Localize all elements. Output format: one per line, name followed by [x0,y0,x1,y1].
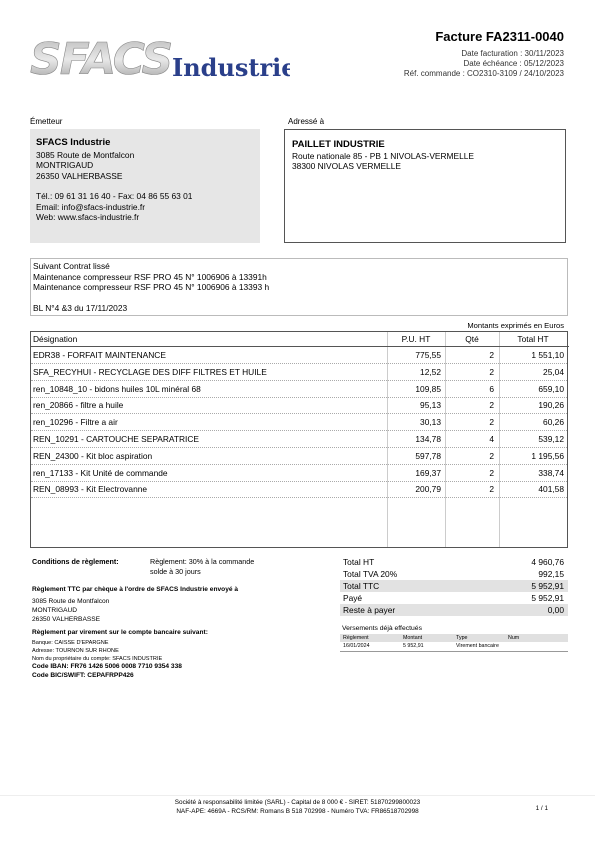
row-total: 190,26 [538,400,564,411]
virement-title: Règlement par virement sur le compte bancaire suivant: [32,629,208,636]
table-row [31,347,567,364]
row-total: 401,58 [538,484,564,495]
row-ref: ren_20866 [33,400,74,411]
table-row [31,431,567,448]
row-qte: 4 [489,434,494,444]
total-value: 4 960,76 [531,557,564,567]
row-total: 60,26 [543,417,564,428]
row-qte: 6 [489,383,494,394]
row-total: 25,04 [543,366,564,377]
row-desc: - filtre a huile [73,400,124,411]
row-pu: 12,52 [420,366,441,377]
table-row [31,381,567,398]
cheque-address [32,597,109,624]
row-designation [33,381,201,397]
row-qte: 2 [489,366,494,377]
versements-table [340,634,568,652]
total-tva-row [340,568,568,580]
cheque-address-line: MONTRIGAUD [32,607,78,614]
row-pu: 109,85 [415,383,441,394]
paye-row [340,592,568,604]
conditions-title: Conditions de règlement: [32,557,119,566]
invoice-header [404,29,564,79]
versements-type: Virement bancaire [456,643,499,649]
destinataire-block [284,129,566,243]
invoice-title: Facture FA2311-0040 [435,29,564,44]
conditions-text [150,557,254,577]
bank-name: Banque: CAISSE D'EPARGNE [32,640,109,646]
bank-owner: Nom du propriétaire du compte: SFACS INDUSTRIE [32,656,163,662]
row-desc: - bidons huiles 10L minéral 68 [87,383,201,394]
row-desc: - Kit Unité de commande [73,467,168,478]
table-row [31,448,567,465]
row-desc: - Filtre a air [73,417,118,428]
emetteur-city: MONTRIGAUD [36,160,94,170]
row-ref: EDR38 [33,350,60,360]
emetteur-block [30,129,260,243]
total-value: 0,00 [547,605,564,615]
row-qte: 2 [489,484,494,495]
row-ref: REN_08993 [33,484,79,495]
totals-block [340,556,568,616]
notes-block [30,258,568,316]
row-total: 1 551,10 [531,350,564,360]
emetteur-zip: 26350 VALHERBASSE [36,170,123,181]
row-qte: 2 [489,450,494,461]
table-row [31,414,567,431]
emetteur-label: Émetteur [30,117,63,126]
total-label: Payé [343,593,363,603]
row-designation [33,448,152,464]
cheque-title: Règlement TTC par chèque à l'ordre de SFACS Industrie envoyé à [32,586,239,593]
row-desc: - RECYCLAGE DES DIFF FILTRES ET HUILE [91,366,267,377]
footer-line: NAF-APE: 4669A - RCS/RM: Romans B 518 702998 - Numéro TVA: FR86518702998 [176,808,419,815]
emetteur-tel: Tél.: 09 61 31 16 40 - Fax: 04 86 55 63 01 [36,191,193,201]
note-line: Maintenance compresseur RSF PRO 45 N° 1006906 à 13393 h [33,282,270,292]
table-row [31,397,567,414]
row-ref: REN_24300 [33,450,79,461]
row-pu: 134,78 [415,434,441,444]
table-row [31,481,567,498]
total-ttc-row [340,580,568,592]
total-value: 992,15 [538,569,564,579]
versements-title: Versements déjà effectués [342,625,422,632]
footer [0,795,595,816]
row-total: 1 195,56 [531,450,564,461]
row-designation [33,397,123,413]
row-designation [33,431,199,447]
row-designation [33,347,166,363]
header-qte: Qté [465,334,479,344]
cheque-address-line: 26350 VALHERBASSE [32,616,101,623]
row-designation [33,364,267,380]
total-value: 5 952,91 [531,581,564,591]
destinataire-zip: 38300 NIVOLAS VERMELLE [292,161,401,171]
versements-header-num: Num [508,635,520,641]
note-line: BL N°4 &3 du 17/11/2023 [33,302,128,313]
total-label: Total TTC [343,581,380,591]
logo-brand-text: SFACS [30,34,172,85]
row-pu: 775,55 [415,350,441,360]
header-designation: Désignation [33,334,78,344]
emetteur-address: 3085 Route de Montfalcon [36,149,135,160]
date-echeance: Date échéance : 05/12/2023 [463,59,564,68]
row-ref: ren_10296 [33,417,74,428]
destinataire-label: Adressé à [288,117,325,126]
total-label: Reste à payer [343,605,396,615]
conditions-line: Règlement: 30% à la commande [150,557,255,566]
versements-date: 16/01/2024 [343,643,370,649]
row-pu: 30,13 [420,417,441,428]
total-label: Total HT [343,557,375,567]
row-total: 338,74 [538,467,564,478]
row-pu: 95,13 [420,400,441,411]
emetteur-name: SFACS Industrie [36,137,111,148]
header-pu: P.U. HT [401,334,431,344]
row-qte: 2 [489,350,494,360]
row-desc: - CARTOUCHE SEPARATRICE [78,434,200,444]
row-desc: - FORFAIT MAINTENANCE [60,350,166,360]
versements-montant: 5 952,91 [403,643,424,649]
row-desc: - Kit bloc aspiration [78,450,153,461]
cheque-address-line: 3085 Route de Montfalcon [32,598,110,605]
row-designation [33,414,118,430]
row-designation [33,465,168,481]
row-qte: 2 [489,417,494,428]
total-ht-row [340,556,568,568]
conditions-line: solde à 30 jours [150,567,201,576]
row-pu: 200,79 [415,484,441,495]
row-total: 659,10 [538,383,564,394]
row-ref: REN_10291 [33,434,79,444]
ref-commande: Réf. commande : CO2310-3109 / 24/10/2023 [403,69,564,78]
bank-address: Adresse: TOURNON SUR RHONE [32,648,119,654]
row-designation [33,481,147,497]
total-value: 5 952,91 [531,593,564,603]
row-desc: - Kit Electrovanne [78,484,148,495]
note-line: Suivant Contrat lissé [33,261,110,271]
table-row [31,364,567,381]
table-header [31,332,569,347]
destinataire-address: Route nationale 85 - PB 1 NIVOLAS-VERMELLE [292,150,475,161]
row-ref: ren_17133 [33,467,74,478]
bank-details [32,639,162,663]
sfacs-logo-graphic [30,30,290,90]
versements-header-type: Type [456,635,468,641]
bic: Code BIC/SWIFT: CEPAFRPP426 [32,672,134,679]
footer-line: Société à responsabilité limitée (SARL) - Capital de 8 000 € - SIRET: 51870299800023 [174,799,421,806]
destinataire-name: PAILLET INDUSTRIE [292,139,385,150]
logo-sub-text: Industrie [172,53,290,82]
versements-header-montant: Montant [403,635,423,641]
row-qte: 2 [489,467,494,478]
row-qte: 2 [489,400,494,411]
versements-header [340,634,568,642]
iban: Code IBAN: FR76 1426 5006 0008 7710 9354 338 [32,663,182,670]
row-ref: ren_10848_10 [33,383,88,394]
currency-note: Montants exprimés en Euros [467,321,564,330]
row-pu: 597,78 [415,450,441,461]
header-total: Total HT [517,334,549,344]
row-total: 539,12 [538,434,564,444]
reste-row [340,604,568,616]
table-row [31,465,567,482]
total-label: Total TVA 20% [343,569,398,579]
items-table [30,331,568,548]
row-ref: SFA_RECYHUI [33,366,92,377]
versements-header-reglement: Règlement [343,635,369,641]
emetteur-email: Email: info@sfacs-industrie.fr [36,201,146,212]
company-logo [30,30,290,90]
row-pu: 169,37 [415,467,441,478]
versements-row [340,642,568,652]
page-number: 1 / 1 [535,805,548,812]
date-facturation: Date facturation : 30/11/2023 [461,49,564,58]
emetteur-web: Web: www.sfacs-industrie.fr [36,212,140,222]
note-line: Maintenance compresseur RSF PRO 45 N° 1006906 à 13391h [33,271,267,282]
